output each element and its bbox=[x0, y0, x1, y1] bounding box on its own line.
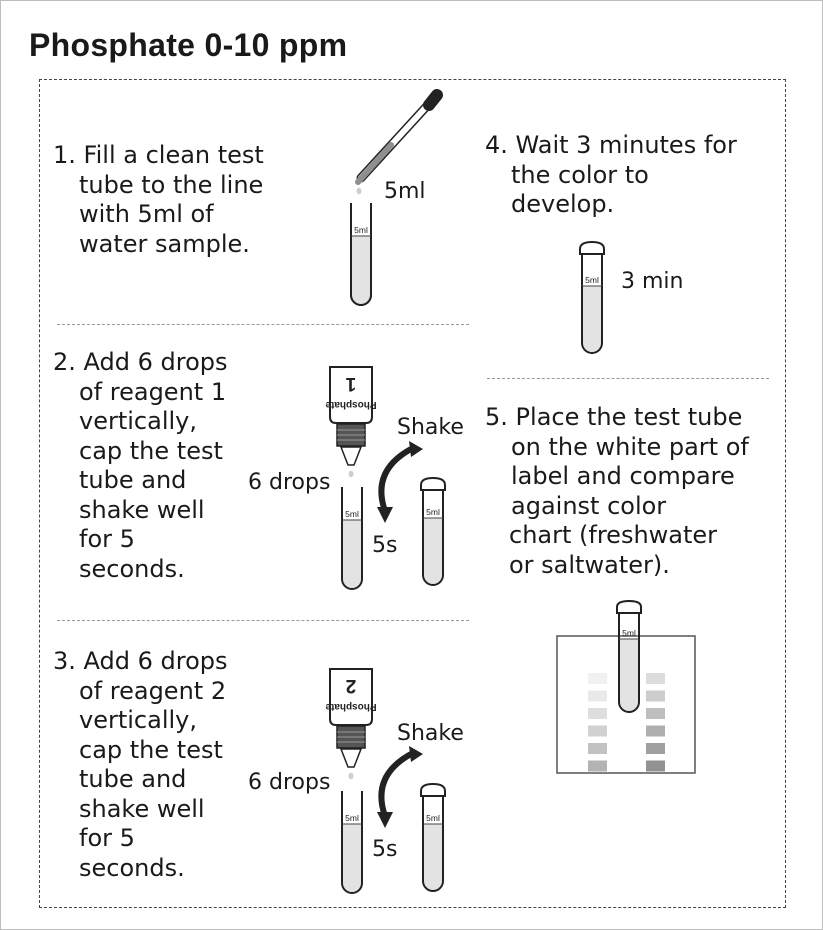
tube-mark: 5ml bbox=[345, 813, 359, 823]
step-2-line-3: vertically, bbox=[79, 407, 197, 435]
step-3-line-7: for 5 bbox=[79, 824, 135, 852]
color-swatch-right-4 bbox=[646, 726, 665, 737]
tube-mark: 5ml bbox=[345, 509, 359, 519]
step-3-line-2: of reagent 2 bbox=[79, 676, 227, 705]
color-swatch-left-4 bbox=[588, 726, 607, 737]
test-tube-step-3 bbox=[340, 790, 364, 894]
step-2-line-6: shake well bbox=[79, 495, 205, 524]
reagent-1-bottle bbox=[326, 367, 376, 479]
divider-step-1-2 bbox=[57, 324, 469, 325]
color-swatch-left-5 bbox=[588, 743, 607, 754]
reagent-2-bottle bbox=[326, 669, 376, 781]
shake-time-step-3: 5s bbox=[372, 837, 398, 862]
step-3-line-8: seconds. bbox=[79, 853, 185, 882]
tube-mark: 5ml bbox=[622, 628, 636, 638]
water-drop-icon bbox=[357, 188, 362, 194]
test-tube-step-1 bbox=[349, 202, 373, 306]
capped-tube-step-4 bbox=[580, 242, 604, 354]
tube-mark: 5ml bbox=[426, 813, 440, 823]
step-2-number: 2. bbox=[53, 348, 76, 376]
bottle-1-brand: Phosphate bbox=[325, 399, 377, 410]
step-5 bbox=[485, 403, 749, 580]
step-3 bbox=[53, 647, 228, 883]
capped-tube-step-3 bbox=[421, 784, 445, 892]
drops-label-step-3: 6 drops bbox=[248, 770, 331, 795]
step-3-line-3: vertically, bbox=[79, 706, 197, 734]
step-5-line-6: or saltwater). bbox=[509, 550, 670, 579]
step-2-line-5: tube and bbox=[79, 466, 187, 494]
step-5-line-1: Place the test tube bbox=[515, 403, 743, 431]
step-1-line-3: with 5ml of bbox=[79, 200, 214, 228]
step-3-line-4: cap the test bbox=[79, 735, 223, 764]
step-4-line-1: Wait 3 minutes for bbox=[515, 131, 737, 159]
shake-label-step-3: Shake bbox=[397, 721, 464, 746]
volume-label: 5ml bbox=[384, 179, 426, 204]
color-chart bbox=[556, 599, 696, 779]
step-1-line-2: tube to the line bbox=[79, 170, 264, 199]
drop-icon bbox=[349, 471, 354, 477]
step-1-line-4: water sample. bbox=[79, 229, 250, 258]
divider-step-2-3 bbox=[57, 620, 469, 621]
step-2-line-7: for 5 bbox=[79, 525, 135, 553]
color-swatch-right-2 bbox=[646, 691, 665, 702]
step-4-line-2: the color to bbox=[511, 160, 649, 189]
color-swatch-right-1 bbox=[646, 673, 665, 684]
color-swatch-left-2 bbox=[588, 691, 607, 702]
step-3-line-5: tube and bbox=[79, 765, 187, 793]
color-swatch-left-6 bbox=[588, 761, 607, 772]
step-2-line-4: cap the test bbox=[79, 436, 223, 465]
step-1 bbox=[53, 141, 264, 259]
drop-icon bbox=[349, 773, 354, 779]
color-swatch-right-6 bbox=[646, 761, 665, 772]
bottle-1-number: 1 bbox=[345, 373, 357, 394]
step-5-number: 5. bbox=[485, 403, 508, 431]
step-5-line-4: against color bbox=[511, 491, 667, 520]
tube-mark: 5ml bbox=[426, 507, 440, 517]
step-5-line-2: on the white part of bbox=[511, 432, 749, 461]
step-2-line-2: of reagent 1 bbox=[79, 377, 227, 406]
step-2-line-1: Add 6 drops bbox=[83, 348, 228, 376]
step-4-number: 4. bbox=[485, 131, 508, 159]
bottle-2-number: 2 bbox=[345, 675, 357, 696]
step-1-line-1: Fill a clean test bbox=[83, 141, 264, 169]
drops-label-step-2: 6 drops bbox=[248, 470, 331, 495]
step-3-line-6: shake well bbox=[79, 794, 205, 823]
wait-label: 3 min bbox=[621, 269, 684, 294]
color-swatch-right-3 bbox=[646, 708, 665, 719]
step-4 bbox=[485, 131, 737, 220]
color-swatch-left-3 bbox=[588, 708, 607, 719]
bottle-2-brand: Phosphate bbox=[325, 701, 377, 712]
divider-step-4-5 bbox=[487, 378, 769, 379]
step-2 bbox=[53, 348, 228, 584]
test-tube-step-2 bbox=[340, 486, 364, 590]
step-3-number: 3. bbox=[53, 647, 76, 675]
step-1-number: 1. bbox=[53, 141, 76, 169]
color-swatch-left-1 bbox=[588, 673, 607, 684]
step-2-line-8: seconds. bbox=[79, 554, 185, 583]
tube-mark: 5ml bbox=[585, 275, 599, 285]
step-5-line-3: label and compare bbox=[511, 462, 735, 490]
shake-label-step-2: Shake bbox=[397, 415, 464, 440]
step-3-line-1: Add 6 drops bbox=[83, 647, 228, 675]
page-title: Phosphate 0-10 ppm bbox=[29, 27, 348, 63]
shake-time-step-2: 5s bbox=[372, 533, 398, 558]
step-5-line-5: chart (freshwater bbox=[509, 521, 718, 549]
tube-mark: 5ml bbox=[354, 225, 368, 235]
capped-tube-step-2 bbox=[421, 478, 445, 586]
tube-on-chart bbox=[617, 601, 641, 712]
color-swatch-right-5 bbox=[646, 743, 665, 754]
pipette-icon bbox=[358, 95, 437, 182]
step-4-line-3: develop. bbox=[511, 190, 615, 218]
